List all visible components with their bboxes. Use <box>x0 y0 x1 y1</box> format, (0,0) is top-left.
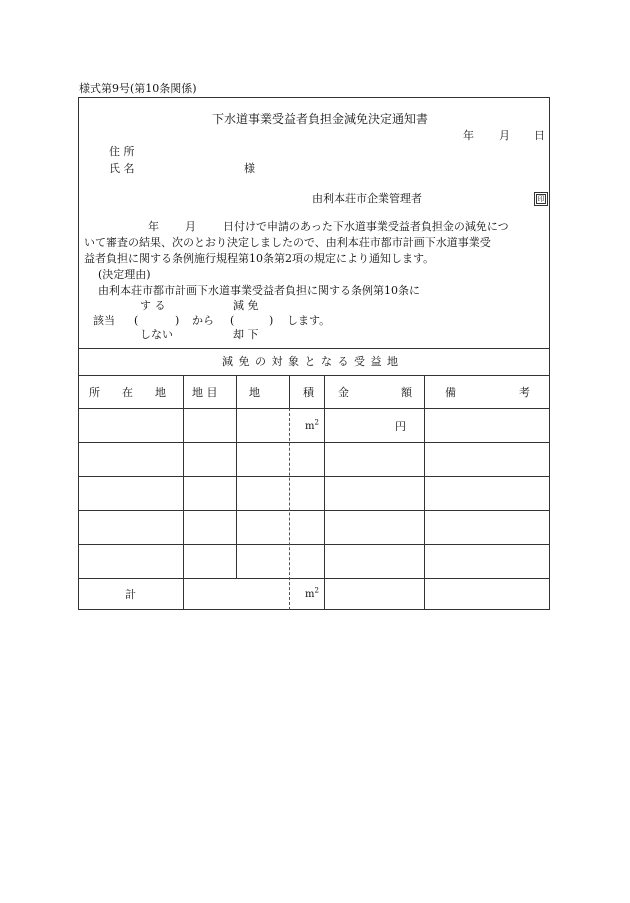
col-divider-category <box>236 375 237 578</box>
address-label: 住 所 <box>109 145 135 158</box>
date-year-label: 年 <box>463 129 474 142</box>
option-kyakka: 却 下 <box>233 328 259 341</box>
rule-row-1 <box>79 442 549 443</box>
area-unit-exponent-total: 2 <box>314 586 319 595</box>
header-amount-right: 額 <box>401 386 412 399</box>
rule-below-header <box>79 408 549 409</box>
shimasu-label: します。 <box>287 314 331 327</box>
header-land-category: 地 目 <box>192 386 218 399</box>
rule-above-section <box>79 348 549 349</box>
form-number-label: 様式第9号(第10条関係) <box>79 82 197 95</box>
name-label: 氏 名 <box>109 162 135 175</box>
date-day-label: 日 <box>534 129 545 142</box>
area-unit-row-1 <box>305 420 319 433</box>
rule-row-4 <box>79 544 549 545</box>
area-unit-exponent: 2 <box>314 418 319 427</box>
honorific-label: 様 <box>244 162 255 175</box>
gaitou-label: 該当 <box>93 314 115 327</box>
option-suru: す る <box>140 299 166 312</box>
header-amount-left: 金 <box>338 386 349 399</box>
rule-above-header <box>79 375 549 376</box>
body-line-1: 日付けで申請のあった下水道事業受益者負担金の減免につ <box>223 220 509 233</box>
total-label: 計 <box>125 588 136 601</box>
option-shinai: しない <box>140 328 173 341</box>
header-location: 所 在 地 <box>89 386 166 399</box>
paren-close-1: ) <box>175 314 180 327</box>
header-remarks-left: 備 <box>445 386 456 399</box>
col-divider-location <box>183 375 184 610</box>
area-unit-base: m <box>305 421 315 432</box>
seal-inner-box: 印 <box>537 195 545 203</box>
option-genmen: 減 免 <box>233 299 259 312</box>
body-line-2: いて審査の結果、次のとおり決定しましたので、由利本荘市都市計画下水道事業受 <box>84 236 491 249</box>
body-month-label: 月 <box>185 220 196 233</box>
date-month-label: 月 <box>499 129 510 142</box>
col-divider-amount <box>324 375 325 610</box>
kara-label: から <box>192 314 214 327</box>
document-title: 下水道事業受益者負担金減免決定通知書 <box>212 112 429 126</box>
area-unit-total <box>305 588 319 601</box>
header-remarks-right: 考 <box>519 386 530 399</box>
col-divider-remarks <box>424 375 425 610</box>
header-area-left: 地 <box>249 386 260 399</box>
col-divider-area <box>289 375 290 408</box>
rule-row-5 <box>79 578 549 579</box>
paren-open-2: ( <box>230 314 235 327</box>
reason-line: 由利本荘市都市計画下水道事業受益者負担に関する条例第10条に <box>98 284 420 297</box>
yen-unit-row-1: 円 <box>395 420 406 433</box>
section-title: 減 免 の 対 象 と な る 受 益 地 <box>222 355 399 368</box>
area-unit-base-total: m <box>305 589 315 600</box>
body-line-3: 益者負担に関する条例施行規程第10条第2項の規定により通知します。 <box>84 252 435 265</box>
area-dashed-divider <box>289 408 290 610</box>
issuer-name: 由利本荘市企業管理者 <box>312 192 422 205</box>
rule-row-3 <box>79 510 549 511</box>
notice-form <box>78 97 550 610</box>
paren-close-2: ) <box>269 314 274 327</box>
header-area-right: 積 <box>303 386 314 399</box>
seal-mark <box>534 192 548 206</box>
paren-open-1: ( <box>134 314 139 327</box>
rule-row-2 <box>79 476 549 477</box>
body-year-label: 年 <box>148 220 159 233</box>
reason-heading: (決定理由) <box>98 268 151 281</box>
